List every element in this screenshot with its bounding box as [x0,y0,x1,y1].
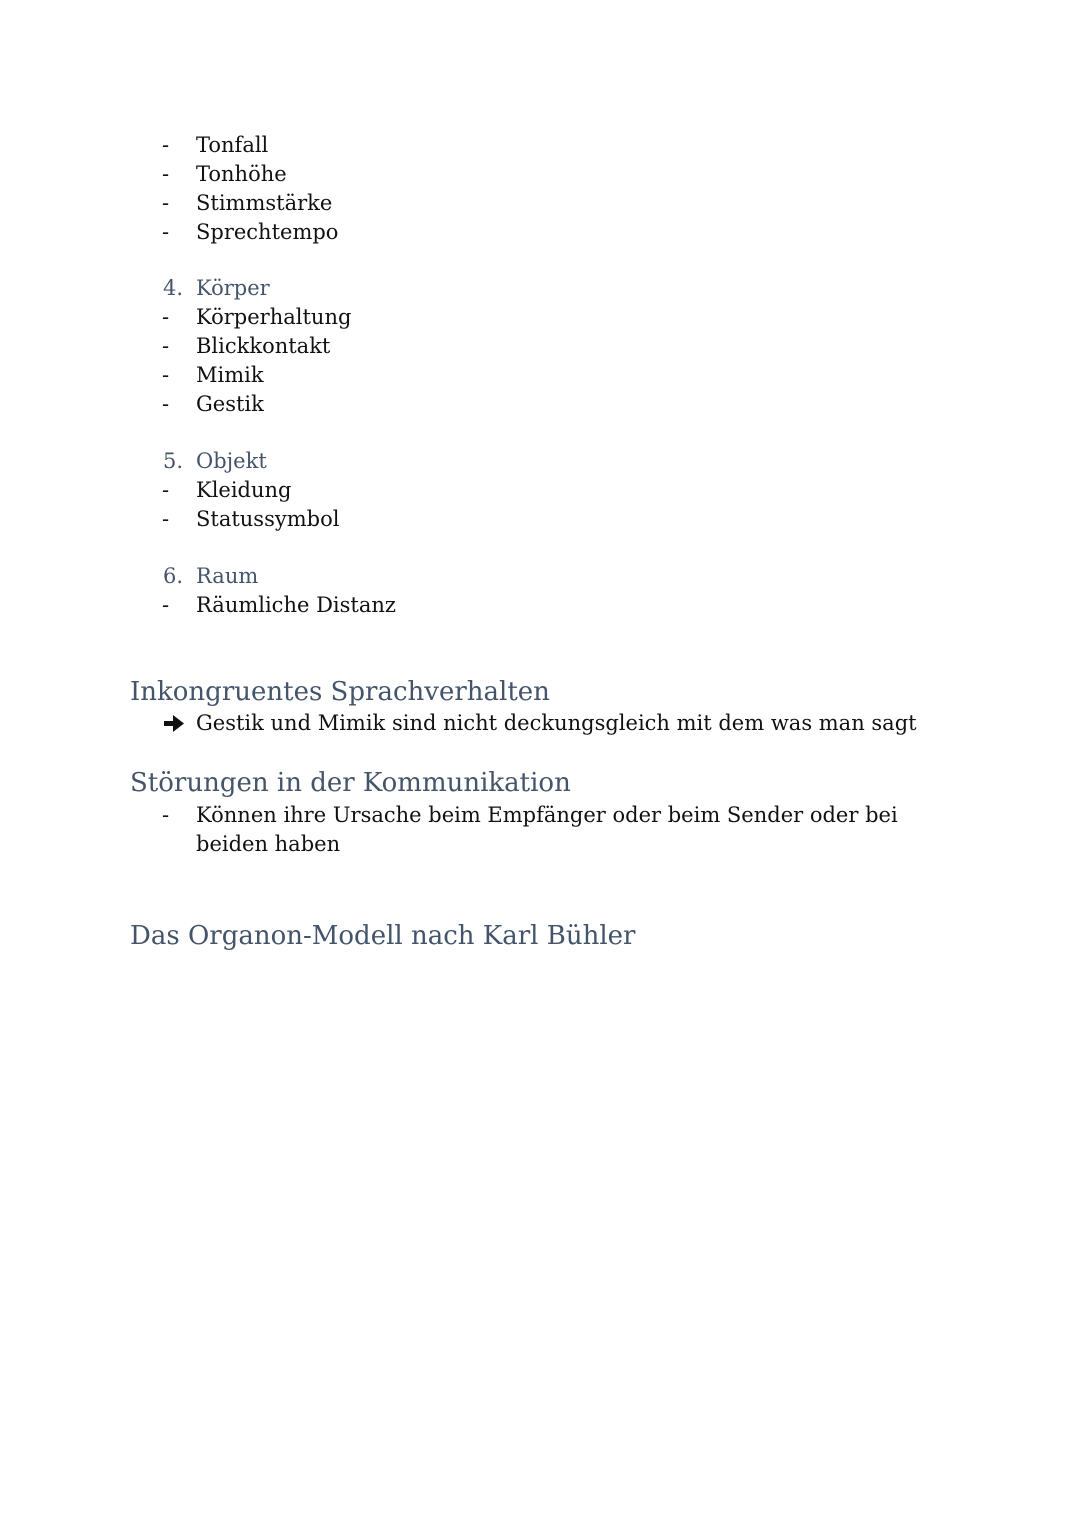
section-number: 6. [163,564,184,588]
section-label: Raum [196,564,259,588]
list-item [0,801,1080,859]
list-item [0,218,1080,247]
bullet-dash: - [162,220,170,244]
list-item-text: Tonhöhe [196,162,287,186]
section-koerper [0,274,1080,419]
section-raum [0,562,1080,620]
list-item-text: Gestik [196,392,264,416]
bullet-dash: - [162,803,170,827]
list-item-text: Stimmstärke [196,191,333,215]
list-item-text: Tonfall [196,133,269,157]
list-item [0,303,1080,332]
bullet-dash: - [162,162,170,186]
bullet-dash: - [162,507,170,531]
heading-organon: Das Organon-Modell nach Karl Bühler [130,921,636,951]
list-item-text: Sprechtempo [196,220,339,244]
section-label: Objekt [196,449,267,473]
list-item-text: Können ihre Ursache beim Empfänger oder beim Sender oder bei beiden haben [196,803,898,856]
list-item [0,361,1080,390]
section-objekt [0,447,1080,534]
list-item-text: Kleidung [196,478,292,502]
heading-stoerungen: Störungen in der Kommunikation [130,768,571,798]
voice-list [0,131,1080,247]
section-label: Körper [196,276,270,300]
section-heading [0,447,1080,476]
bullet-dash: - [162,363,170,387]
list-item-text: Körperhaltung [196,305,352,329]
inkongruent-text: Gestik und Mimik sind nicht deckungsgleich mit dem was man sagt [196,711,917,735]
list-item [0,505,1080,534]
section-heading [0,274,1080,303]
list-item [0,390,1080,419]
bullet-dash: - [162,191,170,215]
list-item-text: Mimik [196,363,264,387]
heading-inkongruent: Inkongruentes Sprachverhalten [130,677,550,707]
stoerungen-list [0,801,1080,859]
section-number: 5. [163,449,184,473]
list-item-text: Statussymbol [196,507,340,531]
list-item-text: Blickkontakt [196,334,331,358]
list-item [0,189,1080,218]
bullet-dash: - [162,133,170,157]
section-heading [0,562,1080,591]
inkongruent-line [0,709,1080,738]
list-item-text: Räumliche Distanz [196,593,396,617]
bullet-dash: - [162,305,170,329]
list-item [0,131,1080,160]
bullet-dash: - [162,392,170,416]
list-item [0,332,1080,361]
list-item [0,160,1080,189]
list-item [0,591,1080,620]
list-item [0,476,1080,505]
section-number: 4. [163,276,184,300]
bullet-dash: - [162,334,170,358]
bullet-dash: - [162,593,170,617]
right-arrow-icon [162,709,188,738]
bullet-dash: - [162,478,170,502]
